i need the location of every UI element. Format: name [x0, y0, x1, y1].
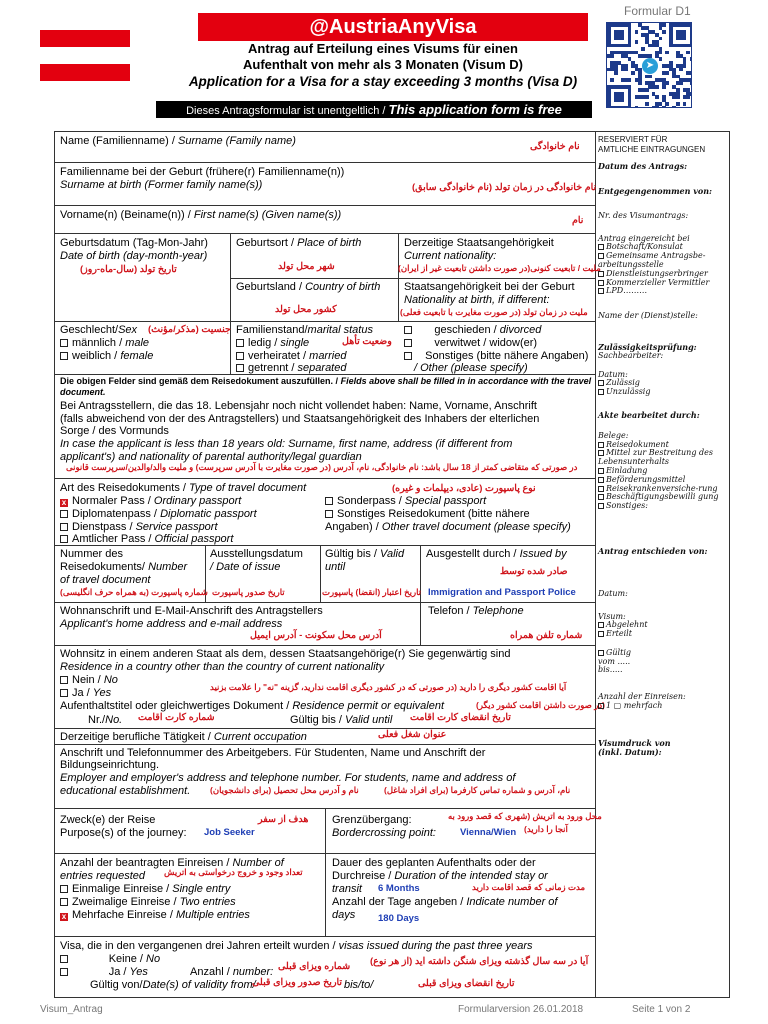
entries-single-option[interactable]: Einmalige Einreise / Single entry — [60, 883, 230, 896]
days-label: Anzahl der Tage angeben / Indicate number of — [332, 896, 558, 908]
sidebar-entries: Anzahl der Einreisen: — [598, 692, 686, 702]
marital-widow-option[interactable]: verwitwet / widow(er) — [404, 337, 537, 350]
duration-annotation: مدت زمانی که قصد اقامت دارید — [472, 882, 586, 892]
sidebar-option[interactable] — [598, 449, 728, 467]
sidebar-date-label: Datum des Antrags: — [598, 161, 688, 172]
residence-annotation: آیا اقامت کشور دیگری را دارید (در صورتی که در کشور دیگری اقامت ندارید، گزینه "نه" را علامت بزنید — [210, 682, 567, 692]
form-id: Formular D1 — [624, 4, 691, 18]
title-de-line2: Aufenthalt von mehr als 3 Monaten (Visum D) — [242, 57, 524, 72]
occupation-label: Derzeitige berufliche Tätigkeit / Current occupation — [60, 731, 307, 743]
purpose-value[interactable]: Job Seeker — [204, 827, 255, 838]
option-label: Gemeinsame Antragsbe-arbeitungsstelle — [598, 251, 706, 269]
prev-visas-label: Visa, die in den vergangenen drei Jahren erteilt wurden / visas issued during the past three years — [60, 940, 533, 952]
doc-type-annotation: نوع پاسپورت (عادی، دیپلمات و غیره) — [392, 483, 536, 494]
dob-label-de: Geburtsdatum (Tag-Mon-Jahr) — [60, 237, 208, 249]
checkbox[interactable] — [598, 253, 604, 259]
nationality-annotation: ملیت / تابعیت کنونی(در صورت داشتن تابعیت غیر از ایران) — [398, 263, 601, 273]
qr-module — [665, 51, 669, 55]
first-name-annotation: نام — [572, 215, 584, 226]
option-label: Reisekrankenversiche-rung — [606, 483, 718, 493]
residence-no-option[interactable]: Nein / No — [60, 674, 118, 687]
checked-checkbox[interactable]: x — [61, 498, 67, 507]
cob-label: Geburtsland / Country of birth — [236, 281, 381, 293]
sidebar-evidence: Belege: — [598, 430, 629, 440]
permit-number-label: Nr./No. — [88, 714, 123, 726]
qr-module — [672, 106, 676, 108]
cob-field[interactable] — [231, 279, 398, 321]
qr-module — [676, 102, 680, 106]
minor-de-3: Sorge / des Vormunds — [60, 425, 169, 437]
checkbox[interactable] — [598, 650, 604, 656]
doc-service-option[interactable]: Dienstpass / Service passport — [60, 521, 218, 534]
title-de-line1: Antrag auf Erteilung eines Visums für einen — [248, 41, 518, 56]
qr-module — [690, 92, 692, 96]
telegram-icon: ➤ — [642, 58, 658, 74]
sidebar-decision-options — [598, 621, 728, 639]
employer-field[interactable] — [55, 745, 595, 808]
border-label-de: Grenzübergang: — [332, 814, 412, 826]
marital-separated-option[interactable]: getrennt / separated — [236, 362, 346, 375]
brand-name: @AustriaAnyVisa — [309, 16, 477, 38]
marital-divorced-option[interactable]: geschieden / divorced — [404, 324, 541, 337]
dob-label-en: Date of birth (day-month-year) — [60, 250, 208, 262]
purpose-label-en: Purpose(s) of the journey: — [60, 827, 187, 839]
border-annotation-1: محل ورود به اتریش (شهری که قصد ورود به — [448, 811, 602, 821]
checkbox[interactable] — [60, 885, 68, 893]
entries-label-en: entries requested — [60, 870, 145, 882]
valid-until-label: Gültig bis / Valid until — [325, 548, 405, 574]
option-label: LPD……… — [606, 286, 648, 296]
marital-other-option[interactable]: Sonstiges (bitte nähere Angaben) — [404, 350, 588, 363]
prev-visas-field[interactable] — [55, 937, 595, 997]
nationality-birth-label-en: Nationality at birth, if different: — [404, 294, 550, 306]
qr-module — [638, 81, 642, 85]
qr-module — [690, 57, 692, 61]
checkbox[interactable] — [60, 898, 68, 906]
option-label: Abgelehnt — [606, 620, 648, 630]
qr-module — [690, 81, 692, 85]
prev-visas-validity-label: Gültig von/Date(s) of validity from/ — [90, 979, 256, 991]
occupation-annotation: عنوان شغل فعلی — [378, 729, 447, 740]
option-label: Einladung — [606, 465, 648, 475]
entries-multi-option[interactable]: x Mehrfache Einreise / Multiple entries — [61, 909, 250, 921]
brand-banner — [198, 13, 588, 41]
sex-annotation: جنسیت (مذکر/مؤنث) — [148, 324, 231, 335]
dob-annotation: تاریخ تولد (سال-ماه-روز) — [80, 264, 177, 275]
qr-module — [686, 51, 690, 55]
phone-annotation: شماره تلفن همراه — [510, 630, 583, 641]
checkbox[interactable] — [598, 486, 604, 492]
qr-module — [662, 23, 666, 27]
qr-module — [679, 81, 683, 85]
permit-valid-annotation: تاریخ انقضای کارت اقامت — [410, 712, 511, 723]
employer-annotation-1: نام، آدرس و شماره تماس کارفرما (برای افراد شاغل) — [384, 785, 571, 795]
valid-until-annotation: تاریخ اعتبار (انقضا) پاسپورت — [322, 587, 422, 597]
sidebar-submitted-options — [598, 243, 728, 296]
marital-label: Familienstand/marital status — [236, 324, 373, 336]
checked-checkbox[interactable]: x — [61, 912, 67, 921]
prev-visas-number-label: Anzahl / number: — [190, 966, 274, 978]
doc-other-option[interactable]: Sonstiges Reisedokument (bitte nähere — [325, 508, 530, 521]
issue-date-field[interactable] — [206, 546, 320, 602]
permit-number-annotation: شماره کارت اقامت — [138, 712, 215, 723]
duration-de-1: Dauer des geplanten Aufenthalts oder der — [332, 857, 536, 869]
valid-until-field[interactable] — [321, 546, 420, 602]
sidebar-stamp-date: (inkl. Datum): — [598, 746, 662, 757]
sidebar-option[interactable] — [598, 287, 728, 296]
footer-right: Seite 1 von 2 — [632, 1004, 691, 1015]
nationality-birth-field[interactable] — [399, 279, 595, 321]
border-annotation-2: آنجا را دارید) — [524, 824, 568, 834]
checkbox[interactable] — [598, 631, 604, 637]
phone-field[interactable] — [421, 603, 595, 645]
qr-module — [614, 71, 618, 75]
doc-number-annotation: شماره پاسپورت (به همراه حرف انگلیسی) — [60, 587, 208, 597]
option-label: Beschäftigungsbewilli gung — [606, 492, 719, 502]
qr-module — [648, 75, 652, 79]
surname-birth-label-en: Surname at birth (Former family name(s)) — [60, 179, 263, 191]
checkbox[interactable] — [598, 494, 604, 500]
surname-annotation: نام خانوادگی — [530, 141, 580, 152]
residence-en: Residence in a country other than the country of current nationality — [60, 661, 385, 673]
qr-module — [631, 71, 635, 75]
first-name-field[interactable] — [55, 206, 595, 233]
sidebar-date2: Datum: — [598, 588, 628, 598]
qr-module — [659, 51, 663, 55]
checkbox[interactable] — [325, 510, 333, 518]
days-value[interactable]: 180 Days — [378, 913, 420, 924]
checkbox[interactable] — [598, 503, 604, 509]
option-label: Kommerzieller Vermittler — [606, 277, 710, 287]
flag-stripe-bottom — [40, 64, 130, 81]
address-label-de: Wohnanschrift und E-Mail-Anschrift des Antragstellers — [60, 605, 323, 617]
sidebar-service-name: Name der (Dienst)stelle: — [598, 311, 698, 321]
divider — [54, 645, 596, 646]
duration-en-2: transit — [332, 883, 362, 895]
qr-module — [665, 71, 669, 75]
employer-annotation-2: نام و آدرس محل تحصیل (برای دانشجویان) — [210, 785, 359, 795]
cob-annotation: کشور محل تولد — [275, 304, 337, 315]
prev-visas-to-label: bis/to/ — [344, 979, 374, 991]
surname-field[interactable] — [55, 132, 595, 162]
qr-module — [690, 44, 692, 48]
marital-married-option[interactable]: verheiratet / married — [236, 350, 346, 363]
qr-module — [686, 95, 690, 99]
residence-de: Wohnsitz in einem anderen Staat als dem, dessen Staatsangehörige(r) Sie gegenwärtig sind — [60, 648, 511, 660]
entries-label: Anzahl der beantragten Einreisen / Number of — [60, 857, 284, 869]
checkbox[interactable] — [598, 442, 604, 448]
option-label: Zulässig — [606, 378, 640, 388]
qr-module — [635, 40, 639, 44]
checkbox[interactable] — [598, 244, 604, 250]
divider — [54, 478, 596, 479]
employer-de-2: Bildungseinrichtung. — [60, 759, 160, 771]
sidebar-option[interactable] — [598, 502, 728, 511]
days-label-en: days — [332, 909, 356, 921]
qr-module — [641, 47, 645, 51]
travel-doc-note: Die obigen Felder sind gemäß dem Reisedokument auszufüllen. / Fields above shall be filled in in accordance with the travel document. — [60, 376, 592, 397]
address-label-en: Applicant's home address and e-mail address — [60, 618, 283, 630]
option-label: Mittel zur Bestreitung des Lebensunterhalts — [598, 448, 713, 467]
surname-label: Name (Familienname) / Surname (Family name) — [60, 135, 296, 147]
checkbox[interactable] — [598, 477, 604, 483]
footer-middle: Formularversion 26.01.2018 — [458, 1004, 584, 1015]
sidebar-visa: Visum: — [598, 611, 626, 621]
nationality-label-de: Derzeitige Staatsangehörigkeit — [404, 237, 554, 249]
qr-module — [628, 44, 632, 48]
checkbox[interactable] — [60, 339, 68, 347]
border-value[interactable]: Vienna/Wien — [460, 827, 517, 838]
qr-module — [635, 30, 639, 34]
phone-label: Telefon / Telephone — [428, 605, 524, 617]
option-label: Unzulässig — [606, 387, 651, 397]
nationality-birth-annotation: ملیت در زمان تولد (در صورت مغایرت با تابعیت فعلی) — [400, 307, 588, 317]
sidebar-valid: Gültig — [598, 649, 728, 658]
issued-by-annotation: صادر شده توسط — [500, 566, 568, 577]
sidebar-from: vom ..... — [598, 656, 631, 666]
qr-module — [645, 88, 649, 92]
doc-diplomatic-option[interactable]: Diplomatenpass / Diplomatic passport — [60, 508, 257, 521]
pob-field[interactable] — [231, 234, 398, 278]
purpose-annotation: هدف از سفر — [258, 814, 309, 825]
sex-male-option[interactable]: männlich / male — [60, 337, 149, 350]
checkbox[interactable] — [325, 497, 333, 505]
prev-visas-number-annotation: شماره ویزای قبلی — [278, 961, 351, 972]
qr-module — [690, 71, 692, 75]
sidebar-evidence-options — [598, 441, 728, 511]
doc-official-option[interactable]: Amtlicher Pass / Official passport — [60, 533, 233, 546]
permit-label: Aufenthaltstitel oder gleichwertiges Dokument / Residence permit or equivalent — [60, 700, 444, 712]
issue-date-annotation: تاریخ صدور پاسپورت — [212, 587, 285, 597]
sex-female-option[interactable]: weiblich / female — [60, 350, 153, 363]
qr-module — [655, 85, 659, 89]
qr-module — [659, 37, 663, 41]
sidebar — [598, 135, 728, 756]
marital-annotation: وضعیت تأهل — [342, 336, 392, 347]
qr-module — [683, 64, 687, 68]
qr-module — [662, 106, 666, 108]
occupation-field[interactable] — [55, 729, 595, 744]
qr-module — [628, 78, 632, 82]
checkbox[interactable] — [598, 380, 604, 386]
nationality-label-en: Current nationality: — [404, 250, 497, 262]
option-label: Sonstiges: — [606, 501, 648, 511]
divider — [54, 321, 596, 322]
checkbox[interactable] — [598, 468, 604, 474]
marital-single-option[interactable]: ledig / single — [236, 337, 309, 350]
prev-visas-from-annotation: تاریخ صدور ویزای قبلی — [252, 977, 343, 988]
sidebar-stamp: Visumdruck von — [598, 737, 671, 748]
pob-annotation: شهر محل تولد — [278, 261, 335, 272]
sidebar-date: Datum: — [598, 369, 628, 379]
sidebar-to: bis..... — [598, 665, 623, 675]
sidebar-admissibility: Zulässigkeitsprüfung: — [598, 341, 697, 352]
sidebar-decided: Antrag entschieden von: — [598, 545, 708, 556]
doc-special-option[interactable]: Sonderpass / Special passport — [325, 495, 486, 508]
qr-module — [635, 106, 639, 108]
qr-module — [645, 95, 649, 99]
sidebar-admissibility-options — [598, 379, 728, 397]
qr-module — [683, 102, 687, 106]
free-de: Dieses Antragsformular ist unentgeltlich / — [186, 105, 386, 117]
checkbox[interactable] — [404, 352, 412, 360]
footer-left: Visum_Antrag — [40, 1004, 103, 1015]
option-label: Reisedokument — [606, 439, 669, 449]
issue-date-label: Ausstellungsdatum / Date of issue — [210, 548, 303, 574]
pob-label: Geburtsort / Place of birth — [236, 237, 362, 249]
issued-by-label: Ausgestellt durch / Issued by — [426, 548, 567, 560]
permit-number-field[interactable] — [130, 712, 280, 727]
doc-number-label: Nummer des Reisedokuments/ Number of travel document — [60, 548, 188, 587]
marital-other-en: / Other (please specify) — [414, 362, 528, 374]
doc-number-field[interactable] — [55, 546, 205, 602]
qr-module — [610, 54, 614, 58]
checkbox[interactable] — [404, 339, 412, 347]
first-name-label: Vorname(n) (Beiname(n)) / First name(s) (Given name(s)) — [60, 209, 342, 221]
sidebar-visa-no: Nr. des Visumantrags: — [598, 210, 689, 220]
residence-yes-option[interactable]: Ja / Yes — [60, 687, 111, 700]
doc-type-label: Art des Reisedokuments / Type of travel document — [60, 482, 307, 494]
option-label: Botschaft/Konsulat — [606, 242, 683, 252]
prev-visas-annotation: آیا در سه سال گذشته ویزای شنگن داشته اید (از هر نوع) — [370, 956, 589, 967]
qr-module — [621, 37, 625, 41]
sidebar-received-label: Entgegengenommen von: — [598, 185, 713, 196]
qr-module — [662, 30, 666, 34]
qr-module — [621, 99, 625, 103]
employer-en-2: educational establishment. — [60, 785, 191, 797]
checkbox[interactable] — [236, 352, 244, 360]
permit-valid-label: Gültig bis / Valid until — [290, 714, 393, 726]
duration-value[interactable]: 6 Months — [378, 883, 420, 894]
checkbox[interactable] — [598, 703, 604, 709]
purpose-label-de: Zweck(e) der Reise — [60, 814, 156, 826]
issued-by-value[interactable]: Immigration and Passport Police — [428, 587, 576, 598]
qr-module — [679, 68, 683, 72]
qr-module — [628, 106, 632, 108]
permit-annotation: (در صورت داشتن اقامت کشور دیگر) — [476, 700, 605, 710]
qr-module — [662, 85, 666, 89]
qr-module — [624, 68, 628, 72]
qr-module — [665, 102, 669, 106]
sidebar-option[interactable] — [598, 630, 728, 639]
sex-label: Geschlecht/Sex — [60, 324, 138, 336]
qr-module — [683, 37, 687, 41]
minor-annotation: در صورتی که متقاضی کمتر از 18 سال باشد: نام خانوادگی، نام، آدرس (در صورت مغایرت با آدرس سرپرست) و ملیت والد/والدین/سرپرست قانونی — [66, 462, 578, 472]
divider — [325, 808, 326, 936]
border-label-en: Bordercrossing point: — [332, 827, 436, 839]
qr-module — [659, 57, 663, 61]
checkbox[interactable] — [404, 326, 412, 334]
nationality-field[interactable] — [399, 234, 595, 278]
duration-de-2: Durchreise / Duration of the intended stay or — [332, 870, 548, 882]
qr-module — [655, 106, 659, 108]
checkbox[interactable] — [236, 339, 244, 347]
minor-en-1: In case the applicant is less than 18 years old: Surname, first name, address (if different from — [60, 438, 513, 450]
sidebar-entries-options: 1 ▢ mehrfach — [598, 702, 728, 711]
checkbox[interactable] — [598, 288, 604, 294]
entries-annotation: تعداد وجود و خروج درخواستی به اتریش — [164, 867, 303, 877]
free-form-banner — [156, 101, 592, 118]
address-annotation: آدرس محل سکونت - آدرس ایمیل — [250, 630, 382, 641]
free-en: This application form is free — [388, 102, 562, 117]
sidebar-option[interactable] — [598, 388, 728, 397]
option-label: Beförderungsmittel — [606, 474, 686, 484]
checkbox[interactable] — [60, 676, 68, 684]
checkbox[interactable] — [598, 450, 604, 456]
doc-ordinary-option[interactable]: x Normaler Pass / Ordinary passport — [61, 495, 242, 507]
surname-birth-field[interactable] — [55, 163, 595, 205]
checkbox[interactable] — [60, 510, 68, 518]
checkbox[interactable] — [598, 389, 604, 395]
employer-en-1: Employer and employer's address and telephone number. For students, name and address of — [60, 772, 516, 784]
qr-module — [645, 102, 649, 106]
qr-code — [606, 22, 692, 108]
flag-stripe-top — [40, 30, 130, 47]
title-en: Application for a Visa for a stay exceeding 3 months (Visa D) — [188, 74, 578, 89]
qr-module — [665, 81, 669, 85]
doc-other-en: Angaben) / Other travel document (please specify) — [325, 521, 571, 533]
surname-birth-annotation: نام خانوادگی در زمان تولد (نام خانوادگی سابق) — [412, 182, 597, 193]
address-field[interactable] — [55, 603, 420, 645]
checkbox[interactable] — [598, 280, 604, 286]
dob-field[interactable] — [55, 234, 230, 321]
entries-two-option[interactable]: Zweimalige Einreise / Two entries — [60, 896, 236, 909]
sidebar-title: RESERVIERT FÜR AMTLICHE EINTRAGUNGEN — [598, 135, 706, 154]
sidebar-submitted: Antrag eingereicht bei — [598, 233, 690, 243]
checkbox[interactable] — [598, 271, 604, 277]
checkbox[interactable] — [236, 364, 244, 372]
employer-de-1: Anschrift und Telefonnummer des Arbeitgebers. Für Studenten, Name und Anschrift der — [60, 747, 486, 759]
checkbox[interactable] — [60, 352, 68, 360]
checkbox[interactable] — [60, 689, 68, 697]
qr-module — [610, 78, 614, 82]
prev-visas-to-annotation: تاریخ انقضای ویزای قبلی — [418, 978, 515, 989]
qr-module — [655, 95, 659, 99]
sidebar-file-processed: Akte bearbeitet durch: — [598, 409, 700, 420]
surname-birth-label-de: Familienname bei der Geburt (frühere(r) Familienname(n)) — [60, 166, 345, 178]
minor-en-2: applicant's) and nationality of parental authority/legal guardian — [60, 451, 362, 463]
option-label: Dienstleistungserbringer — [606, 268, 708, 278]
checkbox[interactable] — [60, 523, 68, 531]
checkbox[interactable] — [598, 622, 604, 628]
sidebar-option[interactable] — [598, 252, 728, 270]
sidebar-clerk: Sachbearbeiter: — [598, 350, 664, 360]
qr-module — [676, 95, 680, 99]
minor-de-2: (falls abweichend von der des Antragstellers) und Staatsangehörigkeit des Inhabers der elterlichen — [60, 413, 540, 425]
prev-visas-no-option[interactable]: Keine / No — [60, 953, 160, 966]
nationality-birth-label-de: Staatsangehörigkeit bei der Geburt — [404, 281, 575, 293]
option-label: Erteilt — [606, 629, 632, 639]
prev-visas-yes-option[interactable]: Ja / Yes — [60, 966, 148, 979]
minor-de-1: Bei Antragsstellern, die das 18. Lebensjahr noch nicht vollendet haben: Name, Vorname, Anschrift — [60, 400, 537, 412]
checkbox[interactable] — [60, 535, 68, 543]
